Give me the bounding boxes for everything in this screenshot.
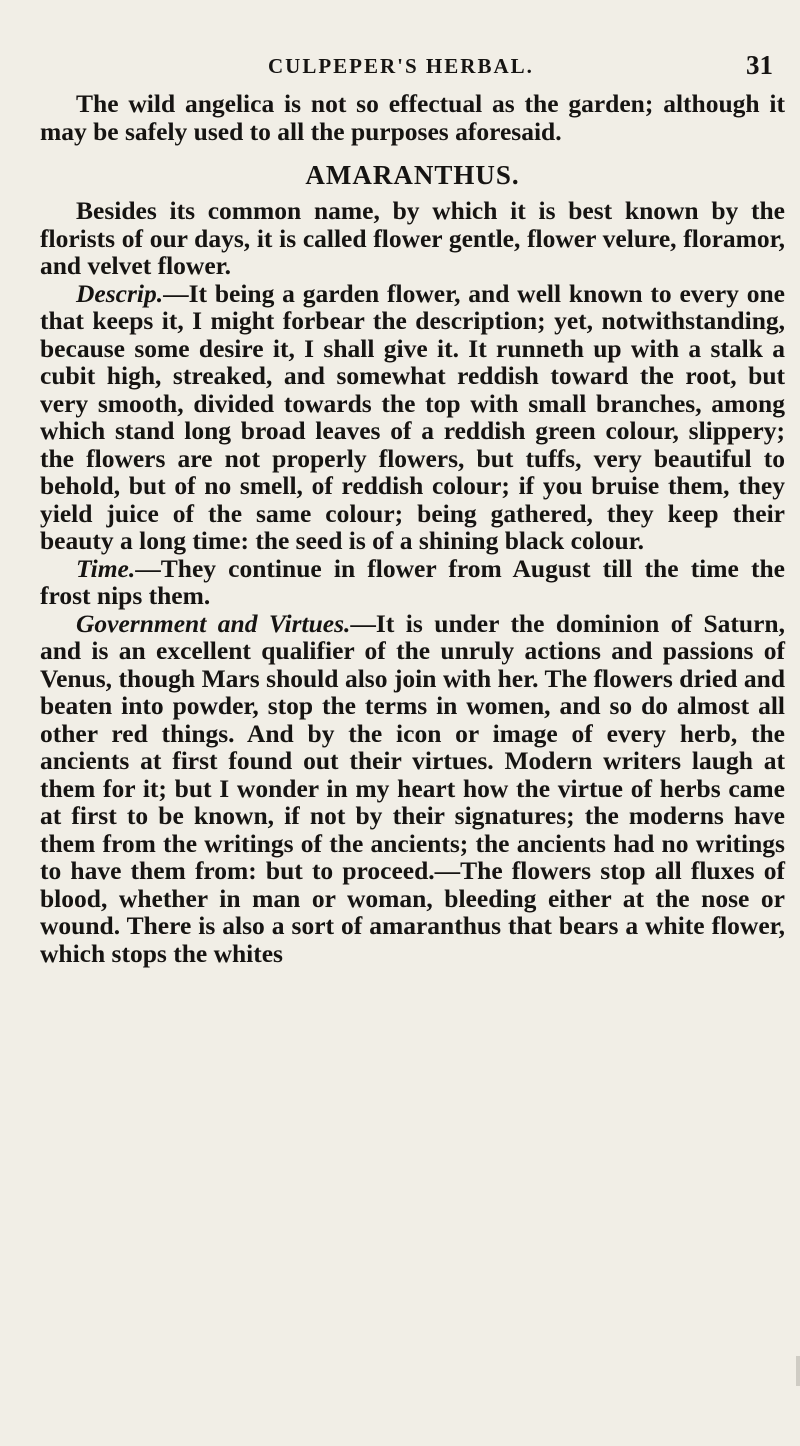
government-paragraph	[40, 610, 785, 968]
page-edge-mark	[782, 1356, 800, 1386]
time-text: —They continue in flower from August till the time the frost nips them.	[40, 553, 785, 610]
government-text: —It is under the dominion of Saturn, and is an excellent qualifier of the unruly actions and passions of Venus, though Mars should also join with her. The flowers dried and beaten into powder, stop the terms in women, and so do almost all other red things. And by the icon or image of every herb, the ancients at first found out their virtues. Modern writers laugh at them for it; but I wonder in my heart how the virtue of herbs came at first to be known, if not by their signatures; the moderns have them from the writings of the ancients; the ancients had no writings to have them from: but to proceed.—The flowers stop all fluxes of blood, whether in man or woman, bleeding either at the nose or wound. There is also a sort of amaranthus that bears a white flower, which stops the whites	[40, 608, 785, 968]
description-paragraph	[40, 280, 785, 555]
page-number: 31	[746, 50, 773, 80]
book-page	[40, 50, 785, 967]
time-label: Time.	[76, 553, 136, 583]
description-text: —It being a garden flower, and well known to every one that keeps it, I might forbear the description; yet, notwithstanding, because some desire it, I shall give it. It runneth up with a stalk a cubit high, streaked, and somewhat reddish toward the root, but very smooth, divided towards the top with small branches, among which stand long broad leaves of a reddish green colour, slippery; the flowers are not properly flowers, but tuffs, very beautiful to behold, but of no smell, of reddish colour; if you bruise them, they yield juice of the same colour; being gathered, they keep their beauty a long time: the seed is of a shining black colour.	[40, 278, 785, 555]
section-heading: AMARANTHUS.	[305, 160, 520, 190]
running-title: CULPEPER'S HERBAL.	[268, 54, 534, 78]
description-label: Descrip.	[76, 278, 164, 308]
intro-paragraph: The wild angelica is not so effectual as the garden; although it may be safely used to all the purposes aforesaid.	[40, 89, 785, 146]
government-label: Government and Virtues.	[76, 608, 351, 638]
names-paragraph: Besides its common name, by which it is best known by the florists of our days, it is called flower gentle, flower velure, floramor, and velvet flower.	[40, 196, 785, 280]
time-paragraph	[40, 555, 785, 610]
running-header	[40, 50, 785, 90]
